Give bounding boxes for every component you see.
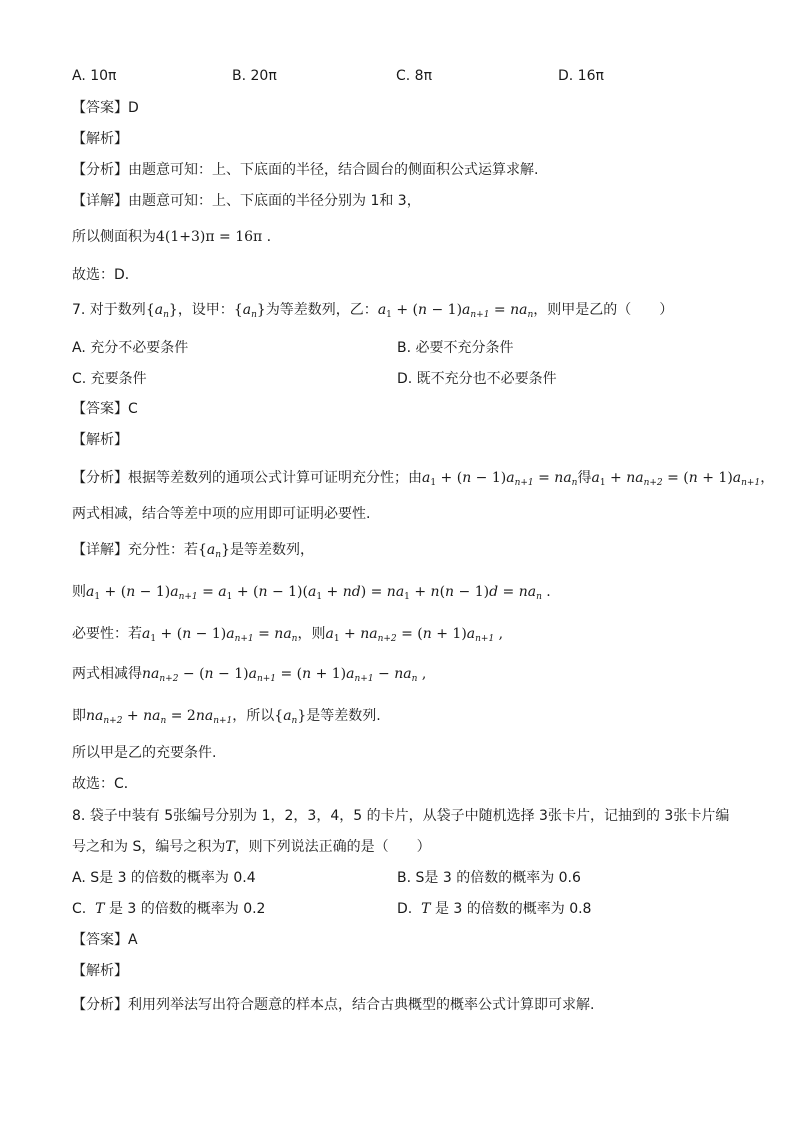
q6-jiexi-heading: 【解析】 (72, 131, 128, 147)
q7-ji-formula: $na_{n+2} + na_n = 2na_{n+1}$ (86, 708, 233, 726)
q7-bi-formula-1: $a_1 + (n - 1)a_{n+1} = na_n$ (142, 626, 298, 644)
q6-xiangjie: 【详解】由题意可知：上、下底面的半径分别为 1和 3， (72, 193, 421, 209)
q7-bi-formula-2: $a_1 + na_{n+2} = (n + 1)a_{n+1}$ , (325, 626, 504, 644)
q7-yi-formula: $a_1 + (n - 1)a_{n+1} = na_n$ (377, 302, 534, 320)
q6-answer: 【答案】D (72, 100, 139, 116)
q8-option-d (397, 899, 591, 919)
q7-xiangjie (72, 540, 314, 565)
q7-option-a: A. 充分不必要条件 (72, 340, 189, 356)
q8-stem-2 (72, 837, 431, 857)
q6-option-b: B. 20π (232, 68, 277, 84)
q7-suff-derivation (72, 582, 551, 607)
q8-option-d-label: D. (397, 901, 413, 917)
q7-stem-text-d: ，则甲是乙的（ ） (533, 302, 674, 318)
q7-ze-text: 则 (72, 584, 86, 600)
q7-suoyi: 所以甲是乙的充要条件. (72, 745, 217, 761)
q7-fenxi-text-a: 【分析】根据等差数列的通项公式计算可证明充分性；由 (72, 470, 422, 486)
q8-option-c-label: C. (72, 901, 87, 917)
q7-ji-seq: $\{a_n\}$ (274, 708, 307, 726)
q7-fenxi-formula-1: $a_1 + (n - 1)a_{n+1} = na_n$ (422, 470, 578, 488)
q8-option-c-t: T (95, 901, 105, 917)
q7-fenxi (72, 468, 774, 493)
q7-fenxi-2: 两式相减，结合等差中项的应用即可证明必要性. (72, 506, 371, 522)
q7-bi-text-b: ，则 (297, 626, 326, 642)
q8-answer: 【答案】A (72, 932, 138, 948)
q8-t-symbol: T (225, 839, 235, 855)
q7-fenxi-text-b: 得 (577, 470, 592, 486)
q8-jiexi-heading: 【解析】 (72, 963, 128, 979)
q7-seq-formula-2: $\{a_n\}$ (233, 302, 266, 320)
q8-stem-1: 8. 袋子中装有 5张编号分别为 1，2，3，4，5 的卡片，从袋子中随机选择 3张卡片，记抽到的 3张卡片编 (72, 808, 730, 824)
q7-stem-text-c: 为等差数列，乙： (265, 302, 378, 318)
q6-option-c: C. 8π (396, 68, 433, 84)
q7-seq-formula: $\{a_n\}$ (145, 302, 178, 320)
q8-option-d-text: 是 3 的倍数的概率为 0.8 (434, 901, 592, 917)
q7-stem-text-b: ，设甲： (177, 302, 234, 318)
q7-subtract-formula: $na_{n+2} - (n - 1)a_{n+1} = (n + 1)a_{n+1} - na_n$ , (142, 666, 427, 684)
q7-ji-text-c: 是等差数列. (306, 708, 381, 724)
q7-ji-text-b: ，所以 (232, 708, 275, 724)
q8-fenxi: 【分析】利用列举法写出符合题意的样本点，结合古典概型的概率公式计算即可求解. (72, 997, 595, 1013)
q8-option-b: B. S是 3 的倍数的概率为 0.6 (397, 870, 581, 886)
q7-xiangjie-text-b: 是等差数列， (230, 542, 314, 558)
q7-xiangjie-text-a: 【详解】充分性：若 (72, 542, 198, 558)
q8-option-c-text: 是 3 的倍数的概率为 0.2 (108, 901, 266, 917)
q8-stem-text-b: ，则下列说法正确的是（ ） (234, 839, 431, 855)
q6-option-d: D. 16π (558, 68, 604, 84)
q6-fenxi: 【分析】由题意可知：上、下底面的半径，结合圆台的侧面积公式运算求解. (72, 162, 539, 178)
q8-option-c (72, 899, 265, 919)
q6-conclusion: 故选：D． (72, 267, 139, 283)
q7-liang-text: 两式相减得 (72, 666, 142, 682)
q8-option-a: A. S是 3 的倍数的概率为 0.4 (72, 870, 256, 886)
q7-ji-text: 即 (72, 708, 86, 724)
q7-conclusion: 故选：C． (72, 776, 138, 792)
q7-ji (72, 706, 381, 731)
q7-stem (72, 300, 673, 325)
q7-necessity (72, 624, 503, 649)
q7-stem-text-a: 7. 对于数列 (72, 302, 146, 318)
q8-stem-text-a: 号之和为 S，编号之积为 (72, 839, 226, 855)
q7-fenxi-formula-2: $a_1 + na_{n+2} = (n + 1)a_{n+1}$ (591, 470, 761, 488)
q7-subtract (72, 664, 426, 689)
q7-option-c: C. 充要条件 (72, 371, 147, 387)
q6-option-a: A. 10π (72, 68, 117, 84)
q6-area-text: 所以侧面积为 (72, 229, 156, 245)
q7-option-b: B. 必要不充分条件 (397, 340, 514, 356)
q8-option-d-t: T (421, 901, 431, 917)
q7-bi-text-a: 必要性：若 (72, 626, 142, 642)
q7-fenxi-text-c: ， (760, 470, 775, 486)
q7-suff-formula: $a_1 + (n - 1)a_{n+1} = a_1 + (n - 1)(a_1 + nd) = na_1 + n(n - 1)d = na_n$ . (86, 584, 551, 602)
q7-xiangjie-seq: $\{a_n\}$ (198, 542, 230, 560)
q6-area-formula: 4(1+3)π = 16π . (156, 229, 272, 245)
q7-option-d: D. 既不充分也不必要条件 (397, 371, 557, 387)
q7-answer: 【答案】C (72, 401, 138, 417)
q7-jiexi-heading: 【解析】 (72, 432, 128, 448)
q6-area-line (72, 227, 271, 247)
